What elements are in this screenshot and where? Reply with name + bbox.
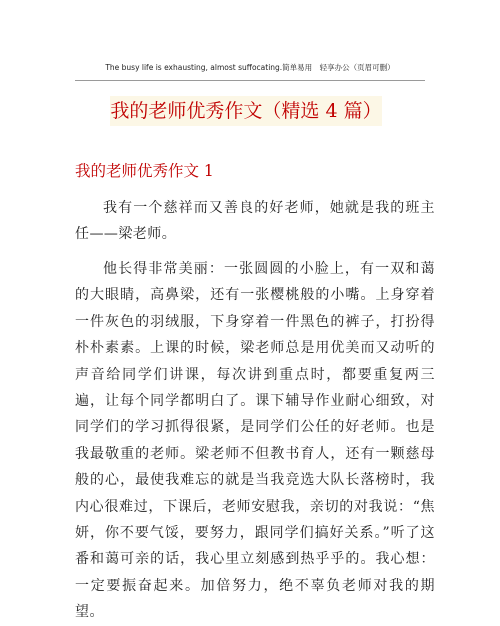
header-divider <box>75 80 425 81</box>
document-title: 我的老师优秀作文（精选 4 篇） <box>110 96 382 126</box>
page-header-text: The busy life is exhausting, almost suffocating.简单易用 轻享办公（页眉可删） <box>105 63 395 72</box>
section-heading: 我的老师优秀作文 1 <box>75 162 214 180</box>
paragraph-body: 他长得非常美丽：一张圆圆的小脸上，有一双和蔼的大眼睛，高鼻梁，还有一张樱桃般的小嘴。上身穿着一件灰色的羽绒服，下身穿着一件黑色的裤子，打扮得朴朴素素。上课的时候，梁老师总是用优美而又动听的声音给同学们讲课，每次讲到重点时，都要重复两三遍，让每个同学都明白了。课下辅导作业耐心细致，对同学们的学习抓得很紧，是同学们公任的好老师。也是我最敬重的老师。梁老师不但教书育人，还有一颗慈母般的心，最使我难忘的就是当我竞选大队长落榜时，我内心很难过，下课后，老师安慰我，亲切的对我说：“焦妍，你不要气馁，要努力，跟同学们搞好关系。”听了这番和蔼可亲的话，我心里立刻感到热乎乎的。我心想：一定要振奋起来。加倍努力，绝不辜负老师对我的期望。 <box>75 261 435 621</box>
paragraph-intro: 我有一个慈祥而又善良的好老师，她就是我的班主任——梁老师。 <box>75 200 435 243</box>
